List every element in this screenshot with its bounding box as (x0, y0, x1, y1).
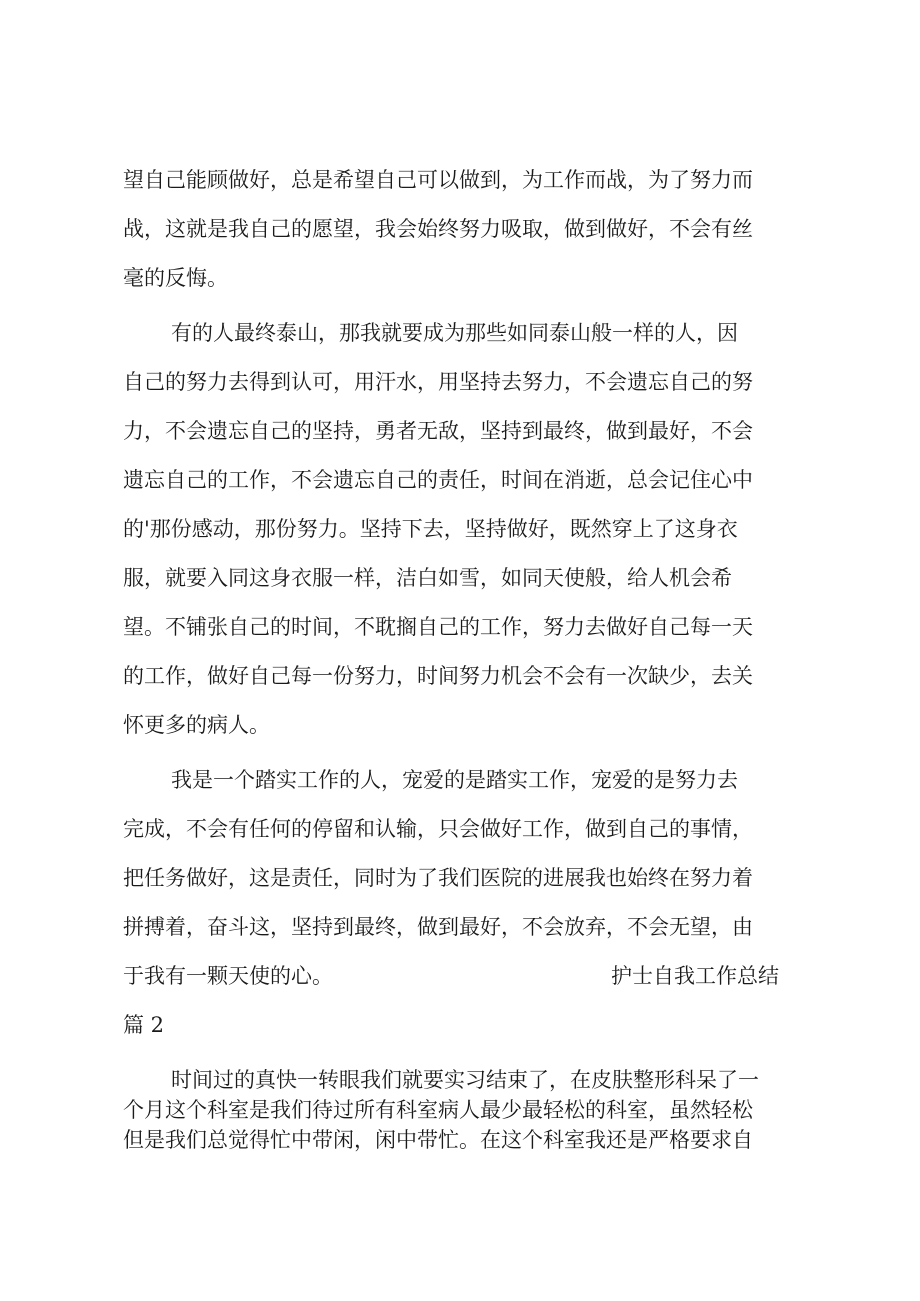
text-line: 个月这个科室是我们待过所有科室病人最少最轻松的科室，虽然轻松 (123, 1098, 753, 1122)
text-line: 把任务做好，这是责任，同时为了我们医院的进展我也始终在努力着 (123, 866, 753, 890)
section-title: 护士自我工作总结 (611, 964, 779, 988)
section-number: 篇 2 (123, 1013, 165, 1037)
text-line: 自己的努力去得到认可，用汗水，用坚持去努力，不会遗忘自己的努 (123, 370, 753, 394)
text-line: 但是我们总觉得忙中带闲，闲中带忙。在这个科室我还是严格要求自 (123, 1128, 753, 1152)
text-line: 于我有一颗天使的心。 (123, 964, 333, 988)
text-line: 时间过的真快一转眼我们就要实习结束了，在皮肤整形科呆了一 (171, 1068, 759, 1092)
text-line: 拼搏着，奋斗这，坚持到最终，做到最好，不会放弃，不会无望，由 (123, 915, 753, 939)
text-line: 完成，不会有任何的停留和认输，只会做好工作，做到自己的事情， (123, 817, 753, 841)
text-line: 力，不会遗忘自己的坚持，勇者无敌，坚持到最终，做到最好，不会 (123, 419, 753, 443)
text-line: 遗忘自己的工作，不会遗忘自己的责任，时间在消逝，总会记住心中 (123, 468, 753, 492)
text-line: 我是一个踏实工作的人，宠爱的是踏实工作，宠爱的是努力去 (171, 768, 738, 792)
text-line: 毫的反悔。 (123, 266, 228, 290)
text-line: 怀更多的病人。 (123, 713, 270, 737)
text-line: 有的人最终泰山，那我就要成为那些如同泰山般一样的人，因 (171, 321, 738, 345)
text-line: 服，就要入同这身衣服一样，洁白如雪，如同天使般，给人机会希 (123, 566, 732, 590)
text-line: 战，这就是我自己的愿望，我会始终努力吸取，做到做好，不会有丝 (123, 217, 753, 241)
text-line: 的'那份感动，那份努力。坚持下去，坚持做好，既然穿上了这身衣 (123, 517, 738, 541)
text-line: 望。不铺张自己的时间，不耽搁自己的工作，努力去做好自己每一天 (123, 615, 753, 639)
text-line: 望自己能顾做好，总是希望自己可以做到，为工作而战，为了努力而 (123, 168, 753, 192)
text-line: 的工作，做好自己每一份努力，时间努力机会不会有一次缺少，去关 (123, 664, 753, 688)
